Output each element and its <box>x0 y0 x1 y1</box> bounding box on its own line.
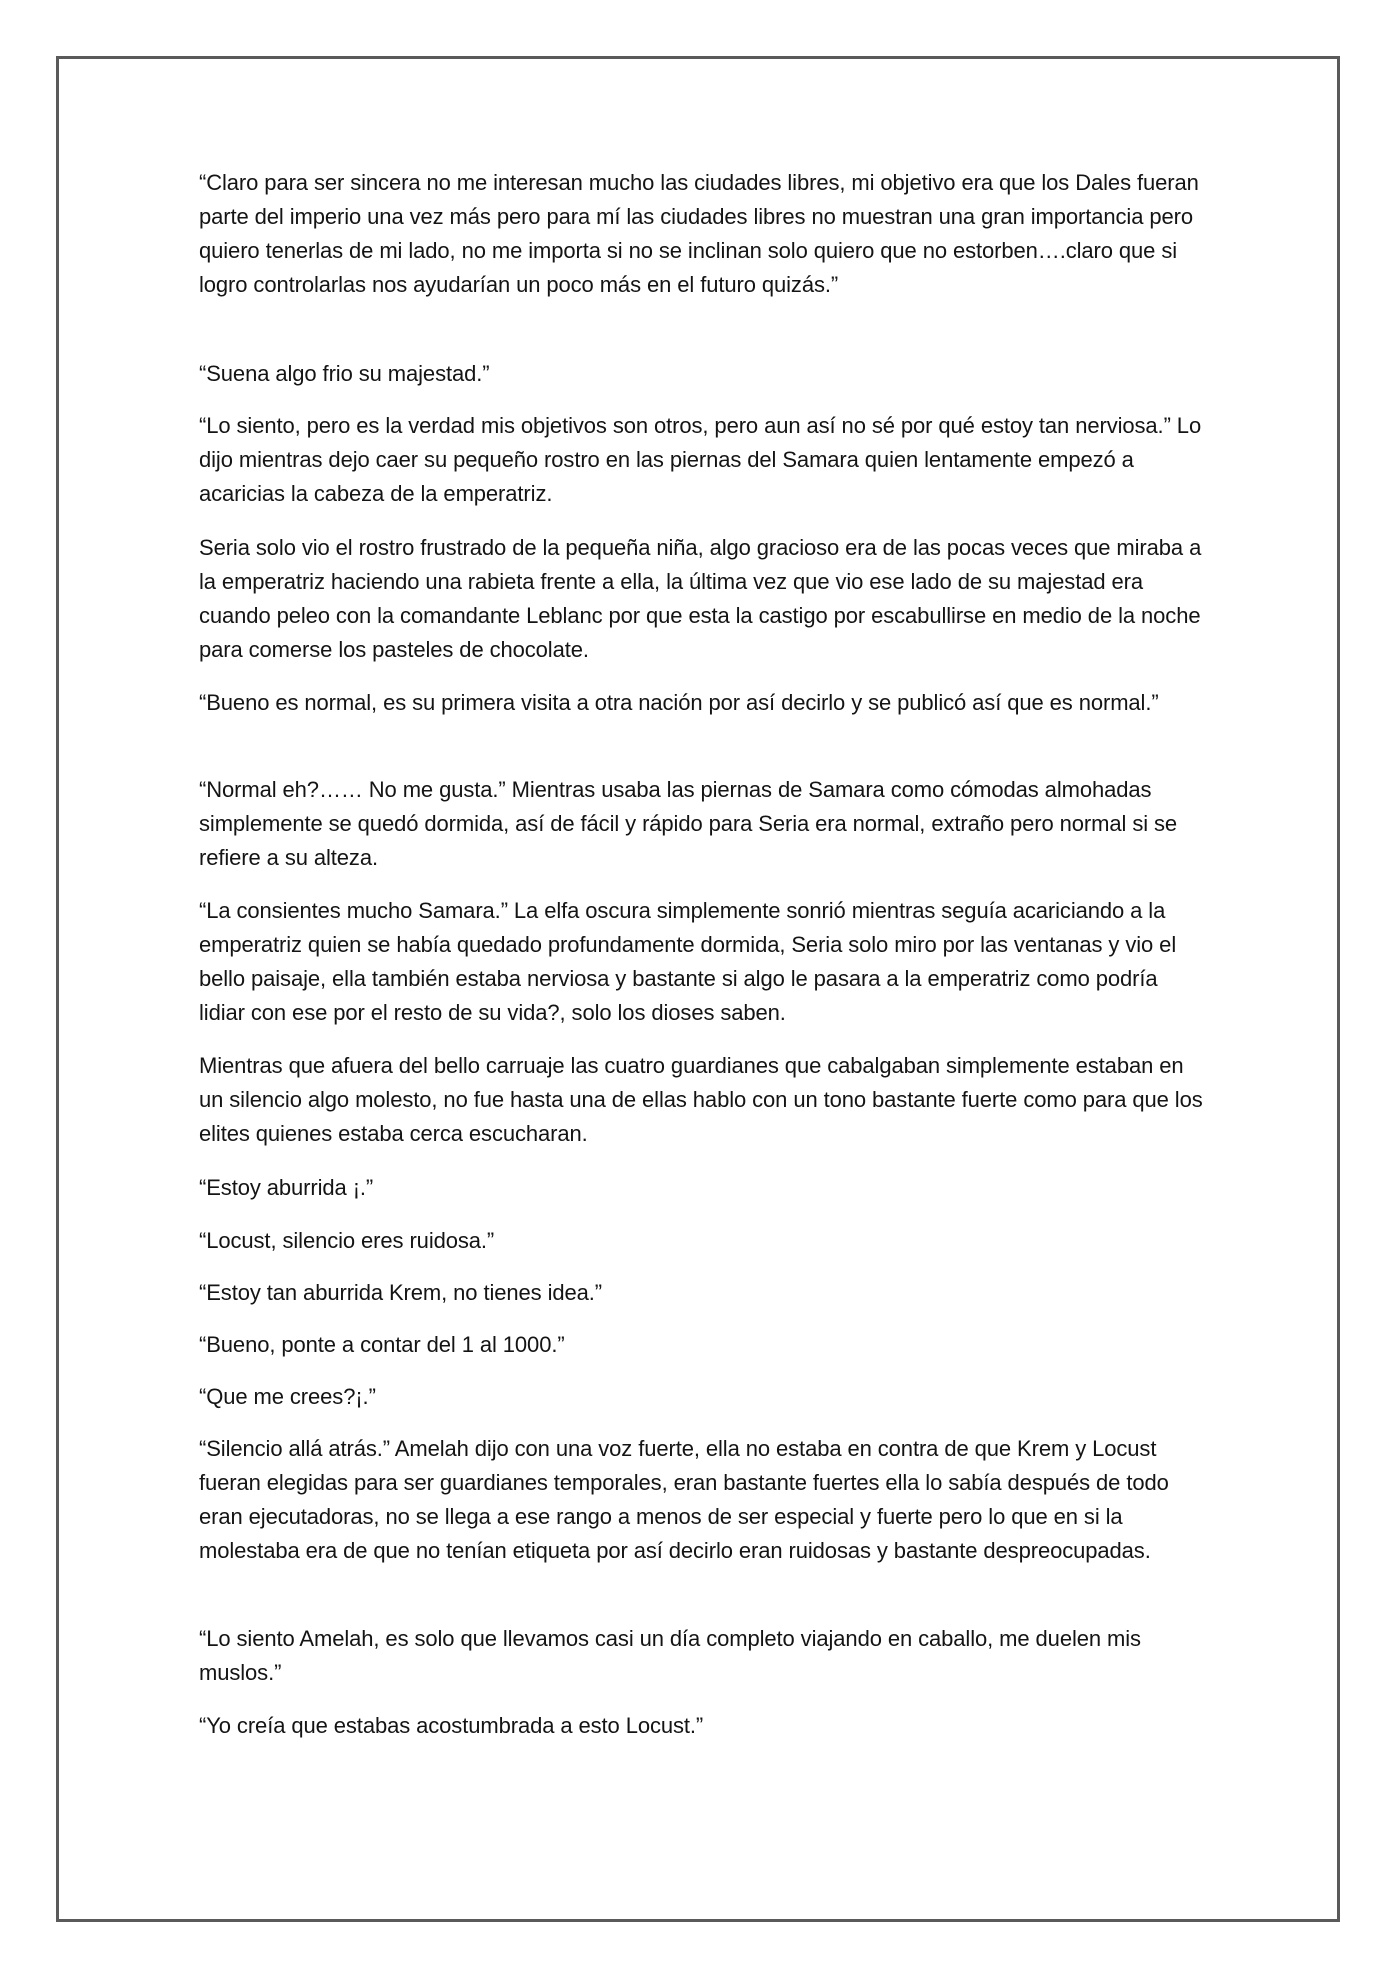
paragraph-3: “Lo siento, pero es la verdad mis objetivos son otros, pero aun así no sé por qué estoy tan nerviosa.” Lo dijo mientras dejo caer su pequeño rostro en las piernas del Samara quien lentamente empezó a acaricias la cabeza de la emperatriz. <box>199 413 1202 506</box>
paragraph-4: Seria solo vio el rostro frustrado de la pequeña niña, algo gracioso era de las pocas veces que miraba a la emperatriz haciendo una rabieta frente a ella, la última vez que vio ese lado de su majestad era cuando peleo con la comandante Leblanc por que esta la castigo por escabullirse en medio de la noche para comerse los pasteles de chocolate. <box>199 535 1202 662</box>
paragraph-9: “Estoy aburrida ¡.” <box>199 1175 374 1200</box>
paragraph-11: “Estoy tan aburrida Krem, no tienes idea.” <box>199 1280 603 1305</box>
paragraph-6: “Normal eh?…… No me gusta.” Mientras usaba las piernas de Samara como cómodas almohadas simplemente se quedó dormida, así de fácil y rápido para Seria era normal, extraño pero normal si se refiere a su alteza. <box>199 777 1178 870</box>
paragraph-5: “Bueno es normal, es su primera visita a otra nación por así decirlo y se publicó así que es normal.” <box>199 690 1159 715</box>
paragraph-13: “Que me crees?¡.” <box>199 1384 376 1409</box>
paragraph-10: “Locust, silencio eres ruidosa.” <box>199 1228 495 1253</box>
paragraph-8: Mientras que afuera del bello carruaje las cuatro guardianes que cabalgaban simplemente estaban en un silencio algo molesto, no fue hasta una de ellas hablo con un tono bastante fuerte como para que los elites quienes estaba cerca escucharan. <box>199 1053 1203 1146</box>
paragraph-15: “Lo siento Amelah, es solo que llevamos casi un día completo viajando en caballo, me duelen mis muslos.” <box>199 1626 1141 1685</box>
paragraph-1: “Claro para ser sincera no me interesan mucho las ciudades libres, mi objetivo era que los Dales fueran parte del imperio una vez más pero para mí las ciudades libres no muestran una gran importancia pero quiero tenerlas de mi lado, no me importa si no se inclinan solo quiero que no estorben….claro que si logro controlarlas nos ayudarían un poco más en el futuro quizás.” <box>199 170 1199 297</box>
paragraph-7: “La consientes mucho Samara.” La elfa oscura simplemente sonrió mientras seguía acariciando a la emperatriz quien se había quedado profundamente dormida, Seria solo miro por las ventanas y vio el bello paisaje, ella también estaba nerviosa y bastante si algo le pasara a la emperatriz como podría lidiar con ese por el resto de su vida?, solo los dioses saben. <box>199 898 1177 1025</box>
paragraph-16: “Yo creía que estabas acostumbrada a esto Locust.” <box>199 1713 704 1738</box>
paragraph-14: “Silencio allá atrás.” Amelah dijo con una voz fuerte, ella no estaba en contra de que Krem y Locust fueran elegidas para ser guardianes temporales, eran bastante fuertes ella lo sabía después de todo eran ejecutadoras, no se llega a ese rango a menos de ser especial y fuerte pero lo que en si la molestaba era de que no tenían etiqueta por así decirlo eran ruidosas y bastante despreocupadas. <box>199 1436 1169 1563</box>
paragraph-2: “Suena algo frio su majestad.” <box>199 361 490 386</box>
paragraph-12: “Bueno, ponte a contar del 1 al 1000.” <box>199 1332 565 1357</box>
